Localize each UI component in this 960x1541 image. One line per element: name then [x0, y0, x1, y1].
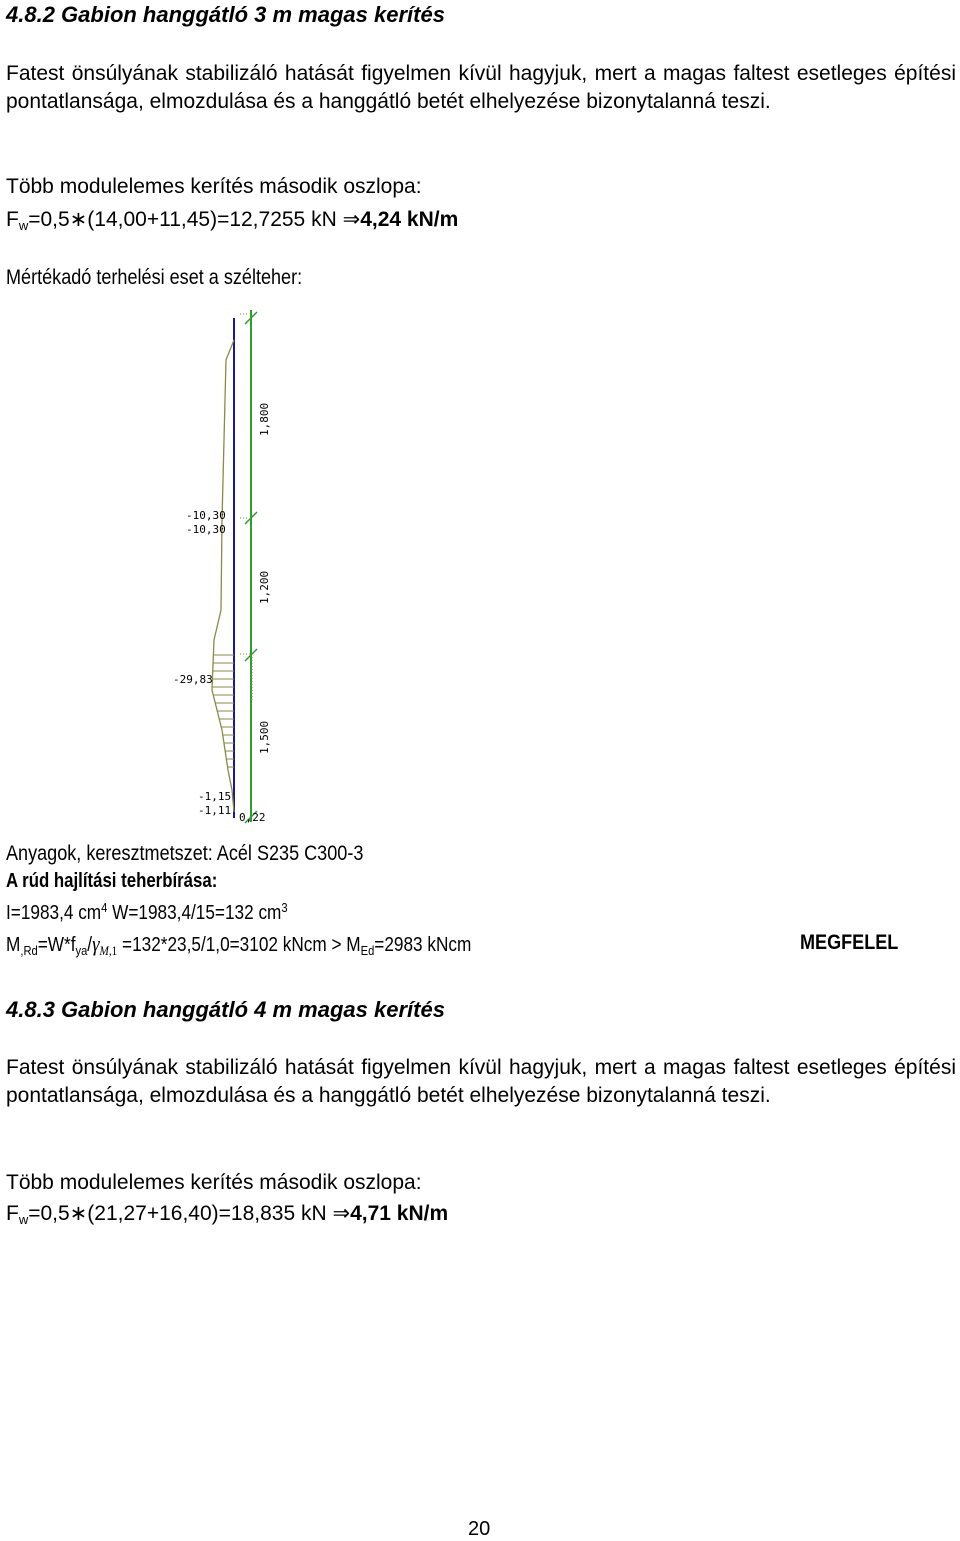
- yield-subscript: ya: [75, 943, 88, 958]
- moment-check-formula: [6, 931, 471, 959]
- section-heading-482: 4.8.2 Gabion hanggátló 3 m magas kerítés: [6, 2, 445, 27]
- moment-diagram: [150, 305, 310, 835]
- moment-curve: [212, 340, 234, 812]
- moment-hatching: [212, 655, 234, 767]
- force-unit: /m: [423, 1202, 449, 1225]
- slash: /: [87, 934, 93, 956]
- force-symbol: F: [6, 1202, 19, 1225]
- wind-force-formula: [6, 206, 458, 240]
- materials-line: Anyagok, keresztmetszet: Acél S235 C300-3: [6, 842, 364, 865]
- column-description: Több modulelemes kerítés második oszlopa:: [6, 175, 422, 198]
- page-number: 20: [468, 1518, 491, 1540]
- gamma-index: ,1: [108, 943, 118, 958]
- section-heading-483: 4.8.3 Gabion hanggátló 4 m magas kerítés: [6, 997, 445, 1022]
- section-482-paragraph: Fatest önsúlyának stabilizáló hatását figyelmen kívül hagyjuk, mert a magas faltest esetleges építési pontatlansága, elmozdulása és a hanggátló betét elhelyezése bizonytalanná teszi.: [6, 62, 956, 113]
- gamma-subscript: M: [99, 943, 109, 958]
- value-label: -10,30: [186, 509, 226, 522]
- design-moment-subscript: Ed: [360, 943, 375, 958]
- value-label: -10,30: [186, 523, 226, 536]
- force-subscript: w: [18, 1212, 29, 1227]
- implies-arrow-icon: ⇒: [342, 208, 361, 231]
- moment-calc: =132*23,5/1,0=3102 kNcm > M: [117, 934, 361, 956]
- section-properties: [6, 900, 288, 925]
- value-label: -29,83: [173, 673, 213, 686]
- value-label: 0,22: [239, 811, 266, 824]
- load-case-label: Mértékadó terhelési eset a szélteher:: [6, 266, 303, 289]
- moment-eq: =W*f: [37, 934, 76, 956]
- force-symbol: F: [6, 208, 19, 231]
- bending-capacity-title: A rúd hajlítási teherbírása:: [6, 870, 218, 892]
- force-result: 4,71 kN: [350, 1202, 424, 1225]
- value-label: -1,15: [198, 790, 232, 803]
- implies-arrow-icon: ⇒: [332, 1202, 351, 1225]
- force-expression: =0,5∗(14,00+11,45)=12,7255 kN: [28, 208, 343, 231]
- force-subscript: w: [18, 218, 29, 233]
- value-label: -1,11: [198, 804, 232, 817]
- moment-symbol: M: [6, 934, 21, 956]
- wind-force-formula: [6, 1200, 448, 1234]
- dimension-label-1: 1,800: [258, 402, 271, 436]
- dimension-label-2: 1,200: [258, 570, 271, 604]
- force-result: 4,24 kN: [360, 208, 434, 231]
- column-description: Több modulelemes kerítés második oszlopa:: [6, 1171, 422, 1194]
- inertia-text: I=1983,4 cm: [6, 902, 102, 924]
- force-unit: /m: [433, 208, 459, 231]
- modulus-text: W=1983,4/15=132 cm: [107, 902, 282, 924]
- modulus-exponent: 3: [281, 900, 288, 915]
- moment-subscript: ,Rd: [20, 943, 38, 958]
- force-expression: =0,5∗(21,27+16,40)=18,835 kN: [28, 1202, 333, 1225]
- verdict-label: MEGFELEL: [800, 931, 899, 954]
- design-moment-value: =2983 kNcm: [374, 934, 472, 956]
- gamma-symbol: γ: [92, 931, 100, 956]
- section-483-paragraph: Fatest önsúlyának stabilizáló hatását figyelmen kívül hagyjuk, mert a magas faltest esetleges építési pontatlansága, elmozdulása és a hanggátló betét elhelyezése bizonytalanná teszi.: [6, 1056, 956, 1107]
- dimension-label-3: 1,500: [258, 720, 271, 754]
- inertia-exponent: 4: [101, 900, 108, 915]
